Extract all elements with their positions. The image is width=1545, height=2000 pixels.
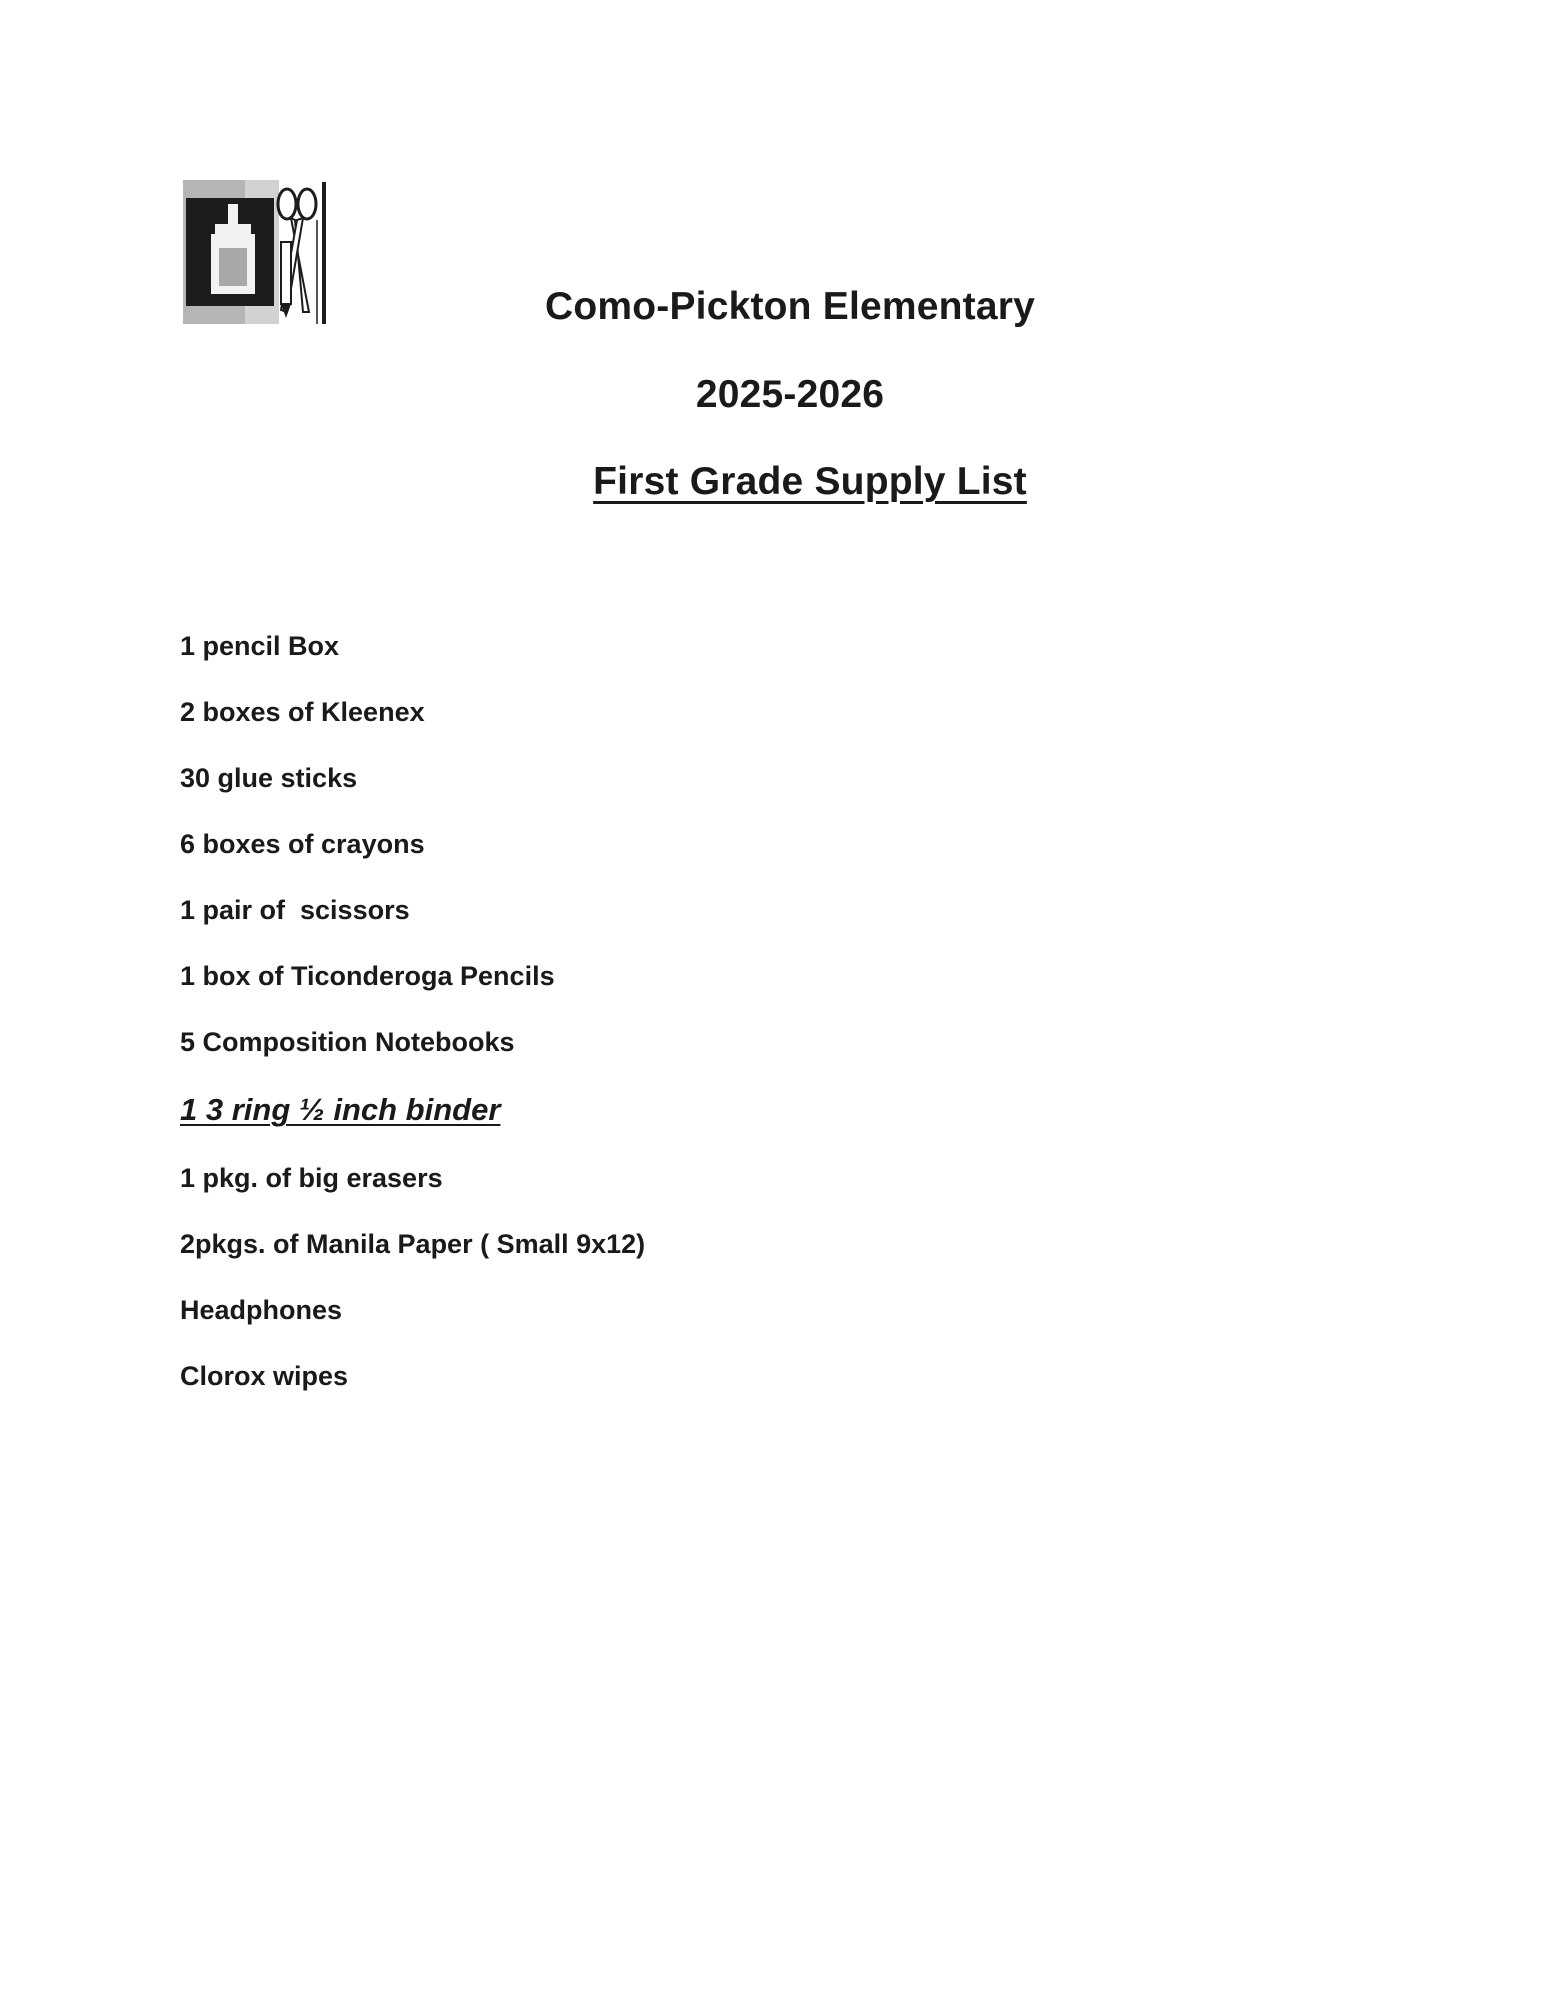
supply-item: 1 box of Ticonderoga Pencils <box>180 961 555 991</box>
supply-item: Clorox wipes <box>180 1361 349 1391</box>
supply-list <box>180 630 645 1426</box>
supply-item: 1 pair of scissors <box>180 895 410 925</box>
supply-item: Headphones <box>180 1295 343 1325</box>
list-title-text: First Grade Supply List <box>593 460 1027 503</box>
supply-item: 5 Composition Notebooks <box>180 1027 515 1057</box>
supply-item: 1 pencil Box <box>180 631 340 661</box>
supply-item-binder: 1 3 ring ½ inch binder <box>180 1092 501 1127</box>
school-year: 2025-2026 <box>695 373 885 416</box>
supply-item: 6 boxes of crayons <box>180 829 425 859</box>
supply-item: 2 boxes of Kleenex <box>180 697 425 727</box>
supply-item: 2pkgs. of Manila Paper ( Small 9x12) <box>180 1229 646 1259</box>
school-supplies-icon <box>183 180 331 326</box>
supply-item: 1 pkg. of big erasers <box>180 1163 443 1193</box>
school-name: Como-Pickton Elementary <box>544 285 1036 328</box>
supply-item: 30 glue sticks <box>180 763 358 793</box>
list-title <box>430 460 1190 504</box>
